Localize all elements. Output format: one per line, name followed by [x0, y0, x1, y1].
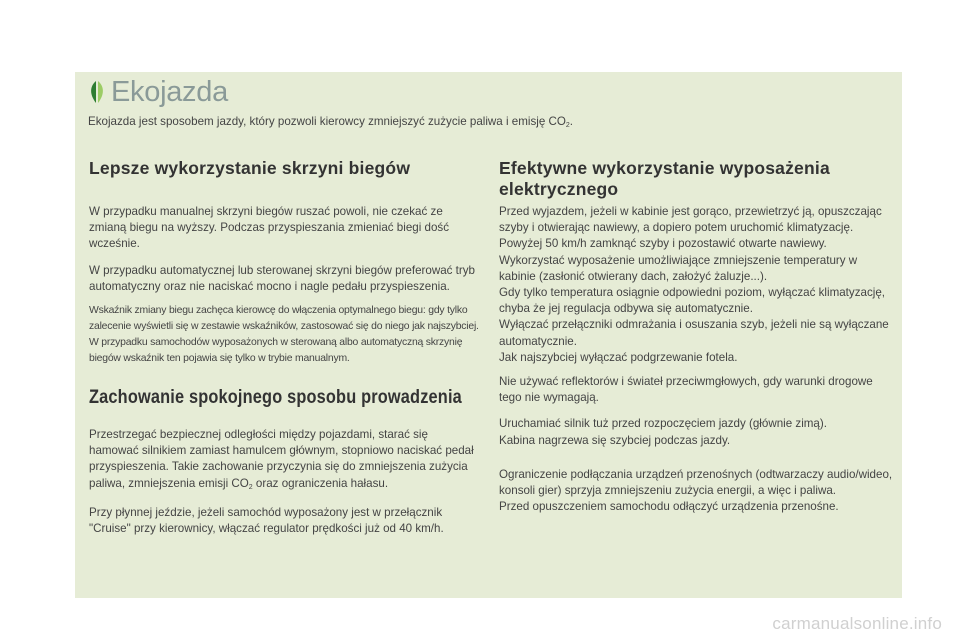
heading-calm-driving: Zachowanie spokojnego sposobu prowadzenia — [89, 387, 462, 409]
leaf-icon — [87, 80, 107, 104]
block-engine-start — [499, 416, 894, 448]
left-column — [89, 158, 479, 537]
line-ventilate-cabin: Przed wyjazdem, jeżeli w kabinie jest gorąco, przewietrzyć ją, opuszczając szyby i otwierając nawiewy, a dopiero potem uruchomić klimatyzację. — [499, 205, 882, 235]
block-portable-devices — [499, 467, 894, 516]
paragraph-safe-distance: Przestrzegać bezpiecznej odległości między pojazdami, starać się hamować silnikiem zamiast hamulcem głównym, stopniowo naciskać pedał przyspieszenia. Takie zachowanie przyczynia się do zmniejszenia zużycia paliwa, zmniejszenia emisji $CO_2$ oraz ograniczenia hałasu. — [89, 428, 474, 491]
intro-text: Ekojazda jest sposobem jazdy, który pozwoli kierowcy zmniejszyć zużycie paliwa i emisję $CO_2$. — [88, 115, 574, 129]
block-air-conditioning — [499, 204, 894, 366]
line-defrost-switches: Wyłączać przełączniki odmrażania i osuszania szyb, jeżeli nie są wyłączane automatycznie. — [499, 318, 889, 348]
paragraph-gear-indicator: Wskaźnik zmiany biegu zachęca kierowcę do włączenia optymalnego biegu: gdy tylko zalecenie wyświetli się w zestawie wskaźników, zastosować się do niego jak najszybciej. — [89, 305, 479, 333]
line-cabin-heats: Kabina nagrzewa się szybciej podczas jazdy. — [499, 433, 731, 447]
line-start-engine: Uruchamiać silnik tuż przed rozpoczęciem jazdy (głównie zimą). — [499, 417, 827, 431]
line-switch-off-ac: Gdy tylko temperatura osiągnie odpowiedni poziom, wyłączać klimatyzację, chyba że jej regulacja odbywa się automatycznie. — [499, 286, 885, 316]
line-disconnect-devices: Przed opuszczeniem samochodu odłączyć urządzenia przenośne. — [499, 500, 839, 514]
line-close-windows: Powyżej 50 km/h zamknąć szyby i pozostawić otwarte nawiewy. — [499, 237, 827, 251]
line-seat-heating: Jak najszybciej wyłączać podgrzewanie fotela. — [499, 350, 738, 364]
paragraph-indicator-manual-mode: W przypadku samochodów wyposażonych w sterowaną albo automatyczną skrzynię biegów wskaźnik ten pojawia się tylko w trybie manualnym. — [89, 337, 463, 365]
page-title: Ekojazda — [111, 76, 228, 108]
watermark: carmanualsonline.info — [772, 614, 942, 633]
paragraph-automatic-gearbox: W przypadku automatycznej lub sterowanej skrzyni biegów preferować tryb automatyczny oraz nie naciskać mocno i nagle pedału przyspieszenia. — [89, 263, 475, 293]
paragraph-cruise-control: Przy płynnej jeździe, jeżeli samochód wyposażony jest w przełącznik "Cruise" przy kierownicy, włączać regulator prędkości już od 40 km/h. — [89, 505, 444, 536]
line-limit-devices: Ograniczenie podłączania urządzeń przenośnych (odtwarzaczy audio/wideo, konsoli gier) sprzyja zmniejszeniu zużycia energii, a więc i paliwa. — [499, 467, 893, 498]
heading-gearbox: Lepsze wykorzystanie skrzyni biegów — [89, 158, 411, 178]
paragraph-headlights: Nie używać reflektorów i świateł przeciwmgłowych, gdy warunki drogowe tego nie wymagają. — [499, 375, 873, 405]
right-column — [499, 158, 894, 515]
heading-electrical-equipment: Efektywne wykorzystanie wyposażenia elektrycznego — [499, 158, 830, 199]
line-reduce-temperature: Wykorzystać wyposażenie umożliwiające zmniejszenie temperatury w kabinie (zasłonić otwierany dach, założyć żaluzje...). — [499, 253, 858, 283]
paragraph-manual-gearbox: W przypadku manualnej skrzyni biegów ruszać powoli, nie czekać ze zmianą biegu na wyższy. Podczas przyspieszania zmieniać biegi dość wcześnie. — [89, 205, 450, 251]
